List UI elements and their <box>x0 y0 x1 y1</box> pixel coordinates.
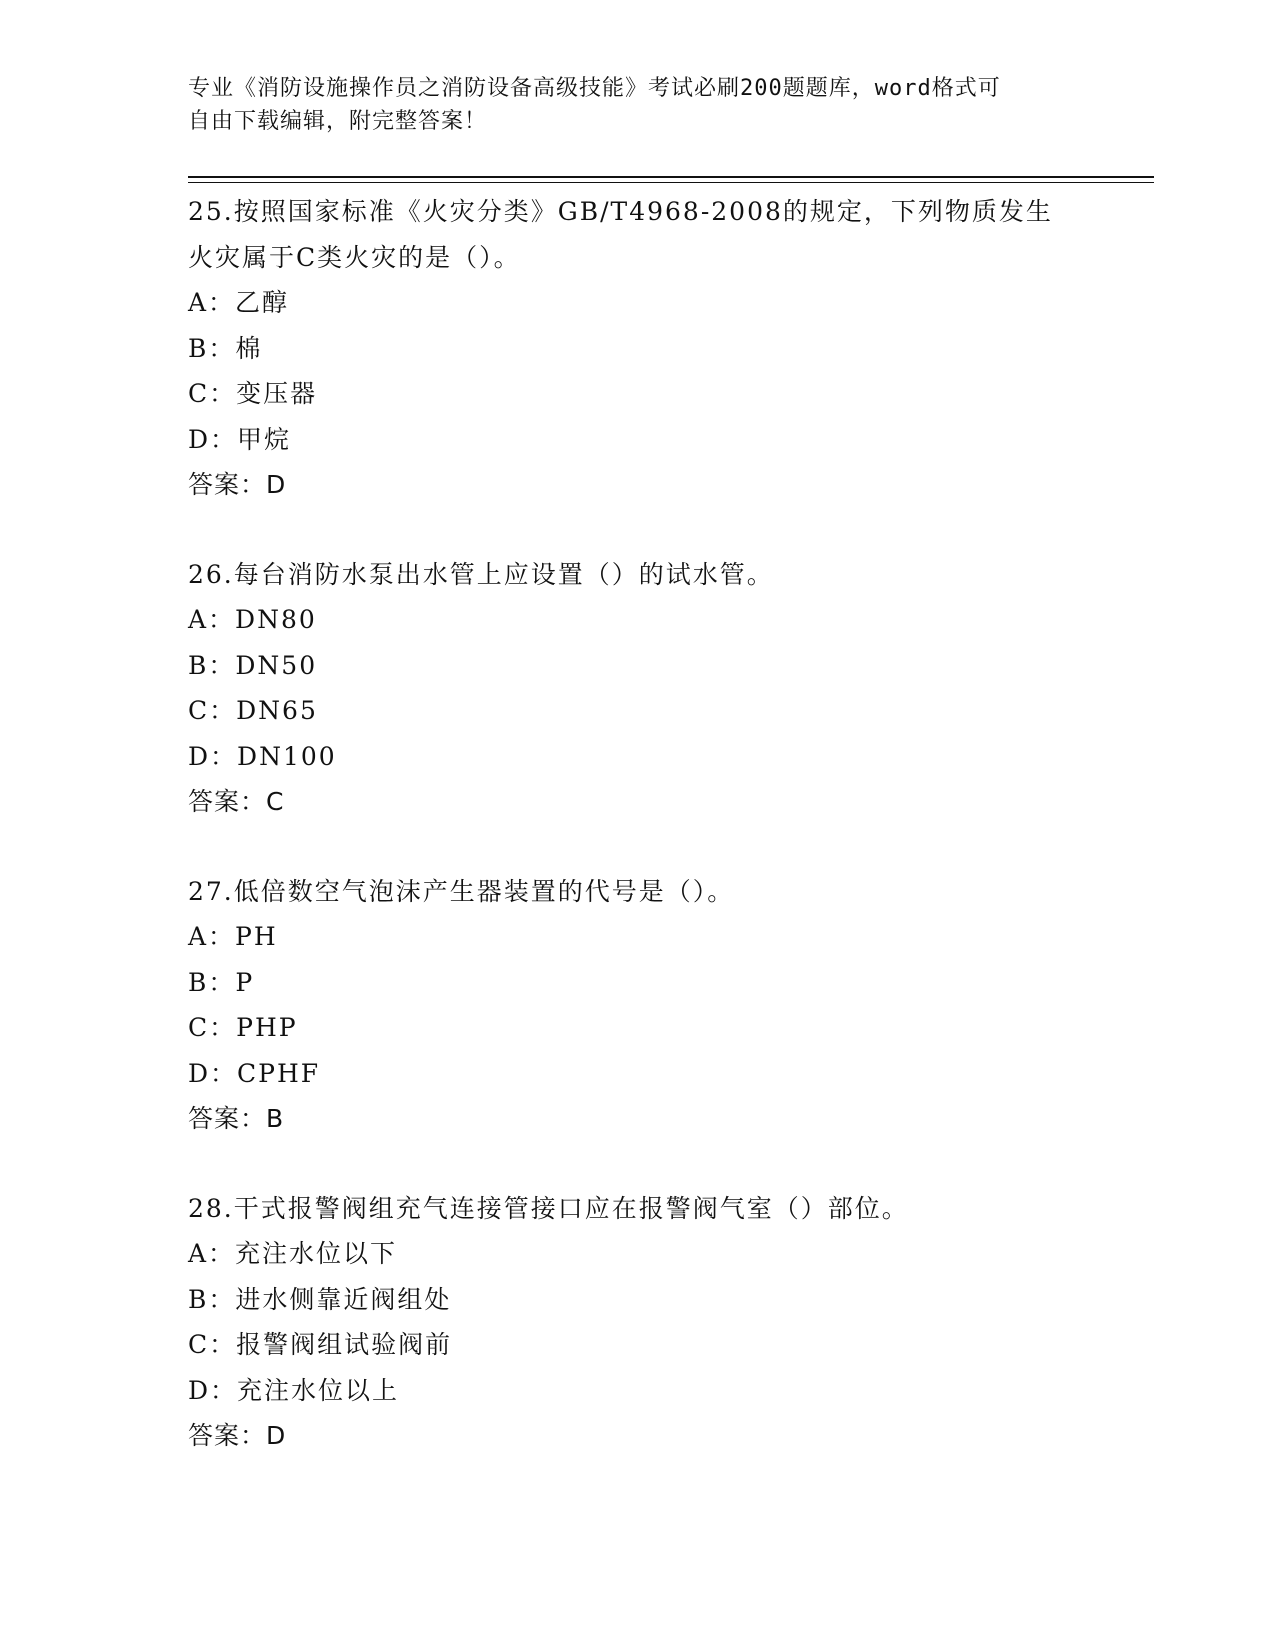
header-divider-thick <box>188 176 1154 178</box>
option-d: D：充注水位以上 <box>188 1375 400 1405</box>
answer: 答案：D <box>188 470 287 499</box>
question-list <box>188 189 1088 1503</box>
answer: 答案：B <box>188 1104 285 1133</box>
header-line-1: 专业《消防设施操作员之消防设备高级技能》考试必刷200题题库，word格式可 <box>188 76 1001 101</box>
question-stem <box>188 869 1068 915</box>
option-b: B：棉 <box>188 333 263 363</box>
question-stem <box>188 1186 1068 1232</box>
option-b: B：P <box>188 967 255 997</box>
option-d: D：DN100 <box>188 741 337 771</box>
answer: 答案：C <box>188 787 285 816</box>
option-c: C：DN65 <box>188 696 318 725</box>
question-stem-line-2: 火灾属于C类火灾的是（）。 <box>188 242 521 272</box>
question-stem-line-1: 25.按照国家标准《火灾分类》GB/T4968-2008的规定，下列物质发生 <box>188 197 1053 226</box>
answer: 答案：D <box>188 1421 287 1450</box>
option-a: A：PH <box>188 922 278 951</box>
question-25 <box>188 189 1088 508</box>
question-stem-line-1: 27.低倍数空气泡沫产生器装置的代号是（）。 <box>188 876 735 906</box>
question-stem-line-1: 28.干式报警阀组充气连接管接口应在报警阀气室（）部位。 <box>188 1193 909 1223</box>
option-b: B：进水侧靠近阀组处 <box>188 1284 452 1314</box>
option-c: C：变压器 <box>188 379 318 408</box>
question-stem-line-1: 26.每台消防水泵出水管上应设置（）的试水管。 <box>188 559 774 589</box>
option-a: A：DN80 <box>188 605 317 634</box>
option-a: A：充注水位以下 <box>188 1239 398 1268</box>
question-27 <box>188 869 1088 1142</box>
header-line-2: 自由下载编辑，附完整答案！ <box>188 109 488 134</box>
question-28 <box>188 1186 1088 1459</box>
option-b: B：DN50 <box>188 650 318 680</box>
option-d: D：甲烷 <box>188 424 292 454</box>
option-d: D：CPHF <box>188 1058 321 1088</box>
question-26 <box>188 552 1088 825</box>
question-stem <box>188 189 1068 280</box>
header-divider-thin <box>188 182 1154 183</box>
document-header <box>188 72 1068 138</box>
option-a: A：乙醇 <box>188 288 290 317</box>
question-stem <box>188 552 1068 598</box>
option-c: C：PHP <box>188 1013 298 1042</box>
option-c: C：报警阀组试验阀前 <box>188 1330 453 1359</box>
